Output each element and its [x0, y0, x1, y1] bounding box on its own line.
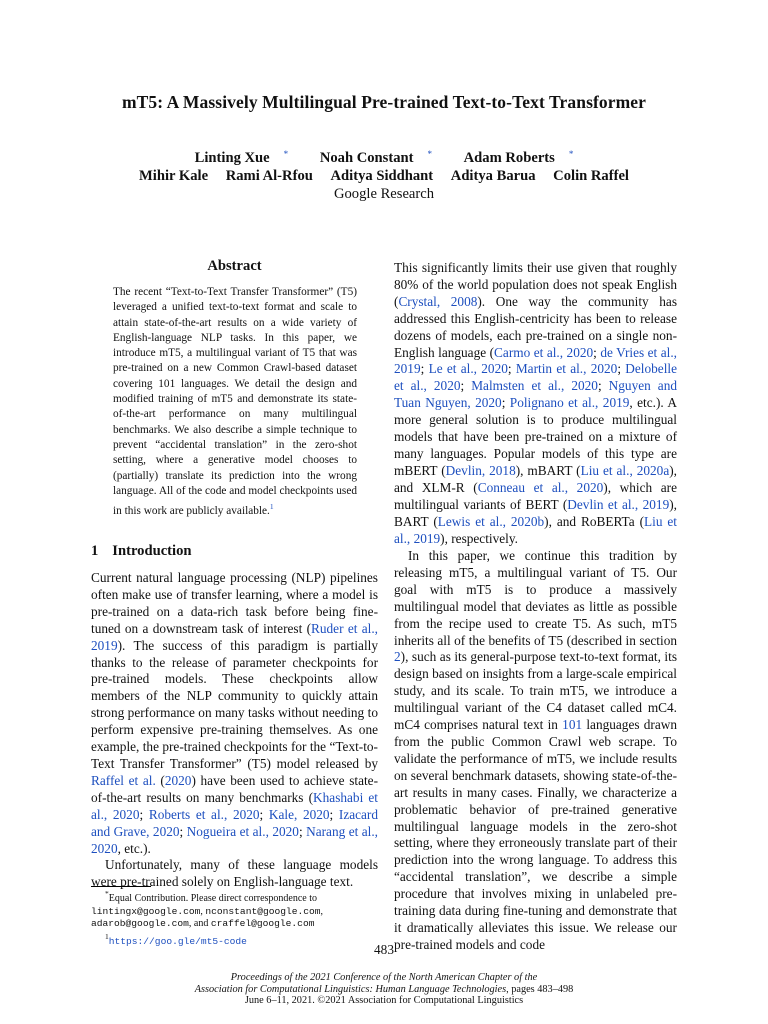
citation-link[interactable]: Liu et al., 2019: [394, 513, 677, 546]
section-title: Introduction: [112, 543, 192, 559]
equal-contribution-mark: *: [568, 149, 574, 159]
proceedings-line-3: June 6–11, 2021. ©2021 Association for Computational Linguistics: [244, 995, 524, 1006]
citation-link[interactable]: Raffel et al.: [91, 772, 156, 788]
citation-link[interactable]: Liu et al., 2020a: [580, 462, 670, 478]
equal-contribution-mark: *: [427, 149, 432, 159]
proceedings-footer: [0, 972, 768, 1007]
email-link[interactable]: nconstant@google.com: [205, 905, 321, 917]
code-url-link[interactable]: https://goo.gle/mt5-code: [108, 935, 247, 947]
citation-link[interactable]: Carmo et al., 2020: [494, 344, 594, 360]
number-highlight: 101: [562, 717, 583, 733]
abstract-text: The recent “Text-to-Text Transfer Transformer” (T5) leveraged a unified text-to-text format and scale to attain state-of-the-art results on a wide variety of English-language NLP tasks. In this paper, we introduce mT5, a multilingual variant of T5 that was pre-trained on a new Common Crawl-based dataset covering 101 languages. We detail the design and modified training of mT5 and demonstrate its state-of-the-art performance on many multilingual benchmarks. We also describe a simple technique to prevent “accidental translation” in the zero-shot setting, where a generative model chooses to (partially) translate its prediction into the wrong language. All of the code and model checkpoints used in this work are publicly available.$^1$: [113, 286, 357, 518]
proceedings-line-1: Proceedings of the 2021 Conference of the North American Chapter of the: [230, 972, 538, 983]
intro-column-left: [91, 570, 378, 891]
author-name: Colin Raffel: [553, 168, 629, 184]
right-column-paragraph-2: In this paper, we continue this tradition by releasing mT5, a multilingual variant of T5. Our goal with mT5 is to produce a massively multilingual model that deviates as little as possible from the recipe used to create T5. As such, mT5 inherits all of the benefits of T5 (described in section 2), such as its general-purpose text-to-text format, its design based on insights from a large-scale empirical study, and its scale. To train mT5, we introduce a multilingual variant of the C4 dataset called mC4. mC4 comprises natural text in 101 languages drawn from the public Common Crawl web scrape. To validate the performance of mT5, we include results on several benchmark datasets, showing state-of-the-art results in many cases. Finally, we characterize a problematic behavior of pre-trained generative multilingual language models in the zero-shot setting, where they erroneously translate part of their prediction into the wrong language. To address this “accidental translation”, we describe a simple procedure that involves mixing in unlabeled pre-training data during fine-tuning and demonstrate that it dramatically alleviates this issue. We release our pre-trained models and code: [394, 548, 677, 952]
citation-link[interactable]: Lewis et al., 2020b: [437, 513, 545, 529]
footnote-ref[interactable]: 1: [269, 502, 274, 512]
author-name: Aditya Siddhant: [330, 168, 434, 184]
author-name: Aditya Barua: [450, 168, 536, 184]
section-ref-link[interactable]: 2: [394, 649, 401, 665]
author-block: [0, 145, 768, 203]
citation-link[interactable]: Kale, 2020: [268, 806, 330, 822]
citation-link[interactable]: Malmsten et al., 2020: [471, 378, 598, 394]
abstract-heading: Abstract: [207, 258, 262, 274]
footnote-divider: [91, 886, 151, 887]
paper-title: mT5: A Massively Multilingual Pre-trained Text-to-Text Transformer: [121, 92, 647, 112]
author-name: Mihir Kale: [139, 168, 209, 184]
citation-link[interactable]: Devlin et al., 2019: [567, 496, 670, 512]
footnotes: [91, 888, 378, 948]
section-heading: [91, 543, 192, 560]
right-column-paragraph-1: This significantly limits their use given that roughly 80% of the world population does not speak English (Crystal, 2008). One way the community has addressed this English-centricity has been to release dozens of models, each pre-trained on a single non-English language (Carmo et al., 2020; de Vries et al., 2019; Le et al., 2020; Martin et al., 2020; Delobelle et al., 2020; Malmsten et al., 2020; Nguyen and Tuan Nguyen, 2020; Polignano et al., 2019, etc.). A more general solution is to produce multilingual models that have been pre-trained on a mixture of many languages. Popular models of this type are mBERT (Devlin, 2018), mBART (Liu et al., 2020a), and XLM-R (Conneau et al., 2020), which are multilingual variants of BERT (Devlin et al., 2019), BART (Lewis et al., 2020b), and RoBERTa (Liu et al., 2019), respectively.: [394, 260, 677, 546]
citation-link[interactable]: Izacard and Grave, 2020: [91, 806, 379, 839]
author-name: Adam Roberts *: [463, 149, 574, 166]
paragraph: Current natural language processing (NLP) pipelines often make use of transfer learning, where a model is pre-trained on a data-rich task before being fine-tuned on a downstream task of interest (Ruder et al., 2019). The success of this paradigm is partially thanks to the release of parameter checkpoints for pre-trained models. These checkpoints allow members of the NLP community to quickly attain strong performance on many tasks without needing to perform expensive pre-training themselves. As one example, the pre-trained checkpoints for the “Text-to-Text Transfer Transformer” (T5) model released by Raffel et al. (2020) have been used to achieve state-of-the-art results on many benchmarks (Khashabi et al., 2020; Roberts et al., 2020; Kale, 2020; Izacard and Grave, 2020; Nogueira et al., 2020; Narang et al., 2020, etc.).: [91, 570, 379, 856]
citation-link[interactable]: Roberts et al., 2020: [148, 806, 260, 822]
proceedings-line-2: Association for Computational Linguistics: Human Language Technologies, pages 483–498: [194, 983, 574, 995]
equal-contribution-mark: *: [283, 149, 289, 159]
citation-link[interactable]: Nguyen and Tuan Nguyen, 2020: [394, 378, 677, 411]
citation-link[interactable]: Narang et al., 2020: [91, 823, 378, 856]
citation-link[interactable]: Conneau et al., 2020: [477, 479, 604, 495]
affiliation: Google Research: [333, 186, 435, 202]
citation-link[interactable]: Crystal, 2008: [398, 293, 478, 309]
section-number: 1: [91, 543, 99, 559]
email-link[interactable]: lintingx@google.com: [91, 905, 201, 917]
email-link[interactable]: craffel@google.com: [210, 918, 315, 929]
author-row-2: [0, 167, 768, 185]
citation-link[interactable]: Delobelle et al., 2020: [394, 361, 677, 394]
citation-link[interactable]: Nogueira et al., 2020: [186, 823, 299, 839]
citation-link[interactable]: de Vries et al., 2019: [394, 344, 677, 377]
citation-link[interactable]: Le et al., 2020: [428, 361, 508, 377]
citation-link[interactable]: Ruder et al., 2019: [91, 620, 378, 653]
author-name: Linting Xue *: [194, 149, 289, 166]
author-row-1: [0, 145, 768, 167]
email-link[interactable]: adarob@google.com: [91, 918, 189, 929]
footnote-code-link: $^1$https://goo.gle/mt5-code: [105, 931, 247, 947]
footnote-equal-contribution: *Equal Contribution. Please direct correspondence to lintingx@google.com, nconstant@google.com, adarob@google.com, and craffel@google.com: [91, 889, 324, 929]
author-name: Noah Constant *: [319, 149, 432, 166]
citation-link[interactable]: Polignano et al., 2019: [509, 395, 630, 411]
citation-link[interactable]: Devlin, 2018: [445, 462, 516, 478]
page-number: 483: [374, 942, 394, 957]
citation-link[interactable]: Khashabi et al., 2020: [91, 789, 378, 822]
citation-link[interactable]: 2020: [164, 772, 192, 788]
author-name: Rami Al-Rfou: [225, 168, 313, 184]
citation-link[interactable]: Martin et al., 2020: [515, 361, 618, 377]
paragraph: Unfortunately, many of these language models were pre-trained solely on English-language text.: [91, 857, 378, 890]
